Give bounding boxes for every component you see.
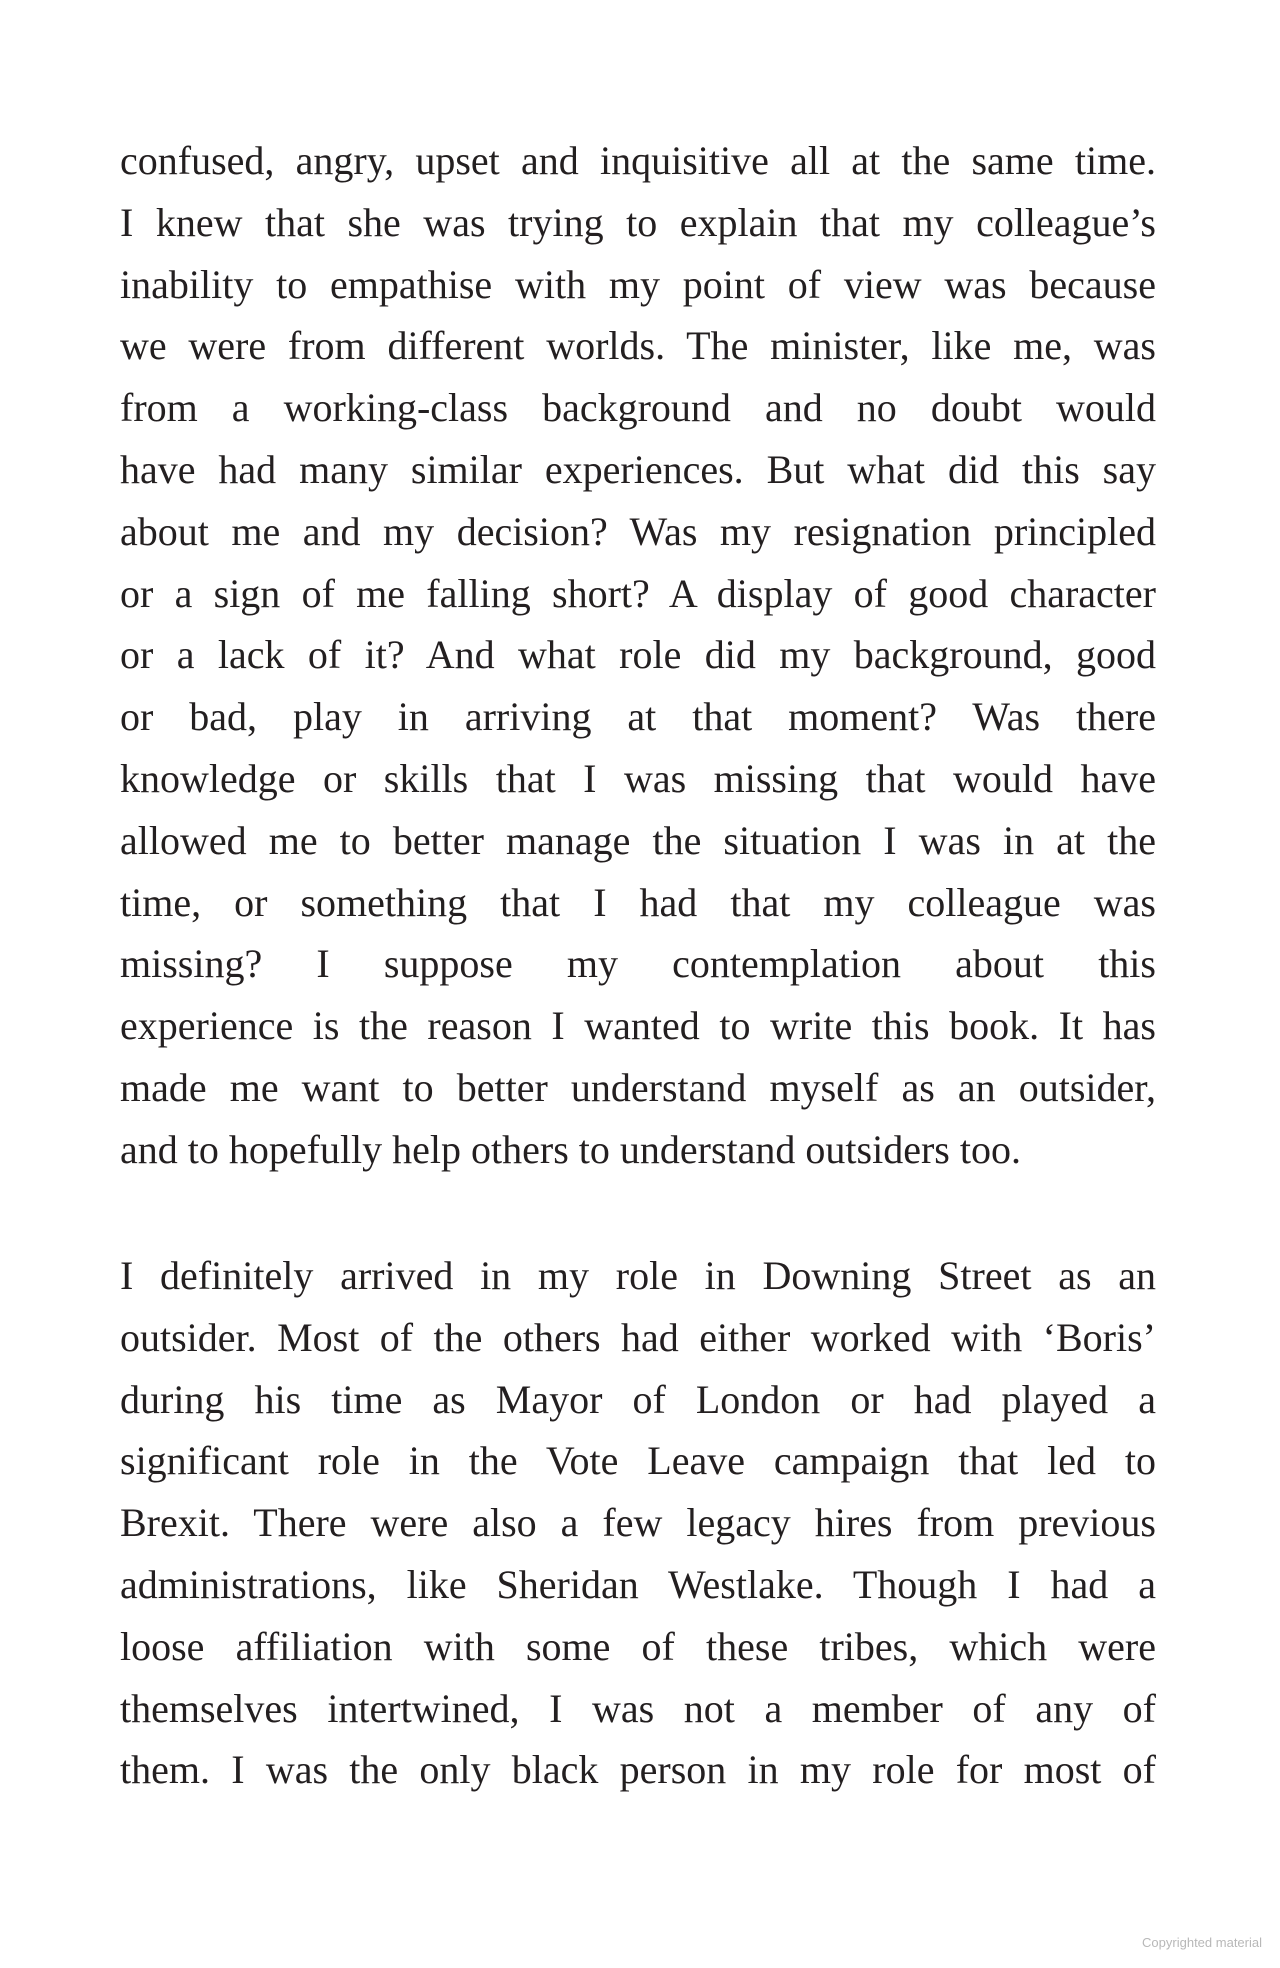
text-line: significant role in the Vote Leave campaign that led to [120, 1438, 1156, 1484]
text-line: missing? I suppose my contemplation about this [120, 941, 1156, 987]
paragraph-1 [120, 130, 1156, 1181]
text-line: inability to empathise with my point of view was because [120, 261, 1156, 307]
text-line: knowledge or skills that I was missing that would have [120, 755, 1156, 801]
text-line: outsider. Most of the others had either worked with ‘Boris’ [120, 1314, 1156, 1360]
text-line: or bad, play in arriving at that moment? Was there [120, 694, 1156, 740]
text-line: I definitely arrived in my role in Downing Street as an [120, 1253, 1156, 1298]
text-line: allowed me to better manage the situation I was in at the [120, 817, 1156, 863]
text-line: during his time as Mayor of London or had played a [120, 1376, 1156, 1422]
text-line: about me and my decision? Was my resignation principled [120, 508, 1156, 554]
paragraph-2 [120, 1245, 1156, 1801]
text-line: experience is the reason I wanted to write this book. It has [120, 1003, 1156, 1049]
copyright-watermark: Copyrighted material [1142, 1935, 1262, 1950]
text-line: them. I was the only black person in my role for most of [120, 1747, 1156, 1793]
text-line: or a sign of me falling short? A display of good character [120, 570, 1156, 616]
text-line: time, or something that I had that my colleague was [120, 879, 1156, 925]
text-line: I knew that she was trying to explain that my colleague’s [120, 199, 1156, 245]
text-line: or a lack of it? And what role did my background, good [120, 632, 1156, 678]
text-line: from a working-class background and no doubt would [120, 385, 1156, 431]
text-line: Brexit. There were also a few legacy hires from previous [120, 1500, 1156, 1546]
text-line: administrations, like Sheridan Westlake. Though I had a [120, 1561, 1156, 1607]
text-line: and to hopefully help others to understand outsiders too. [120, 1126, 1021, 1172]
text-line: loose affiliation with some of these tribes, which were [120, 1623, 1156, 1669]
text-line: confused, angry, upset and inquisitive all at the same time. [120, 138, 1156, 183]
text-line: have had many similar experiences. But what did this say [120, 446, 1156, 492]
text-line: made me want to better understand myself as an outsider, [120, 1064, 1156, 1110]
text-line: themselves intertwined, I was not a member of any of [120, 1685, 1156, 1731]
text-line: we were from different worlds. The minister, like me, was [120, 323, 1156, 369]
